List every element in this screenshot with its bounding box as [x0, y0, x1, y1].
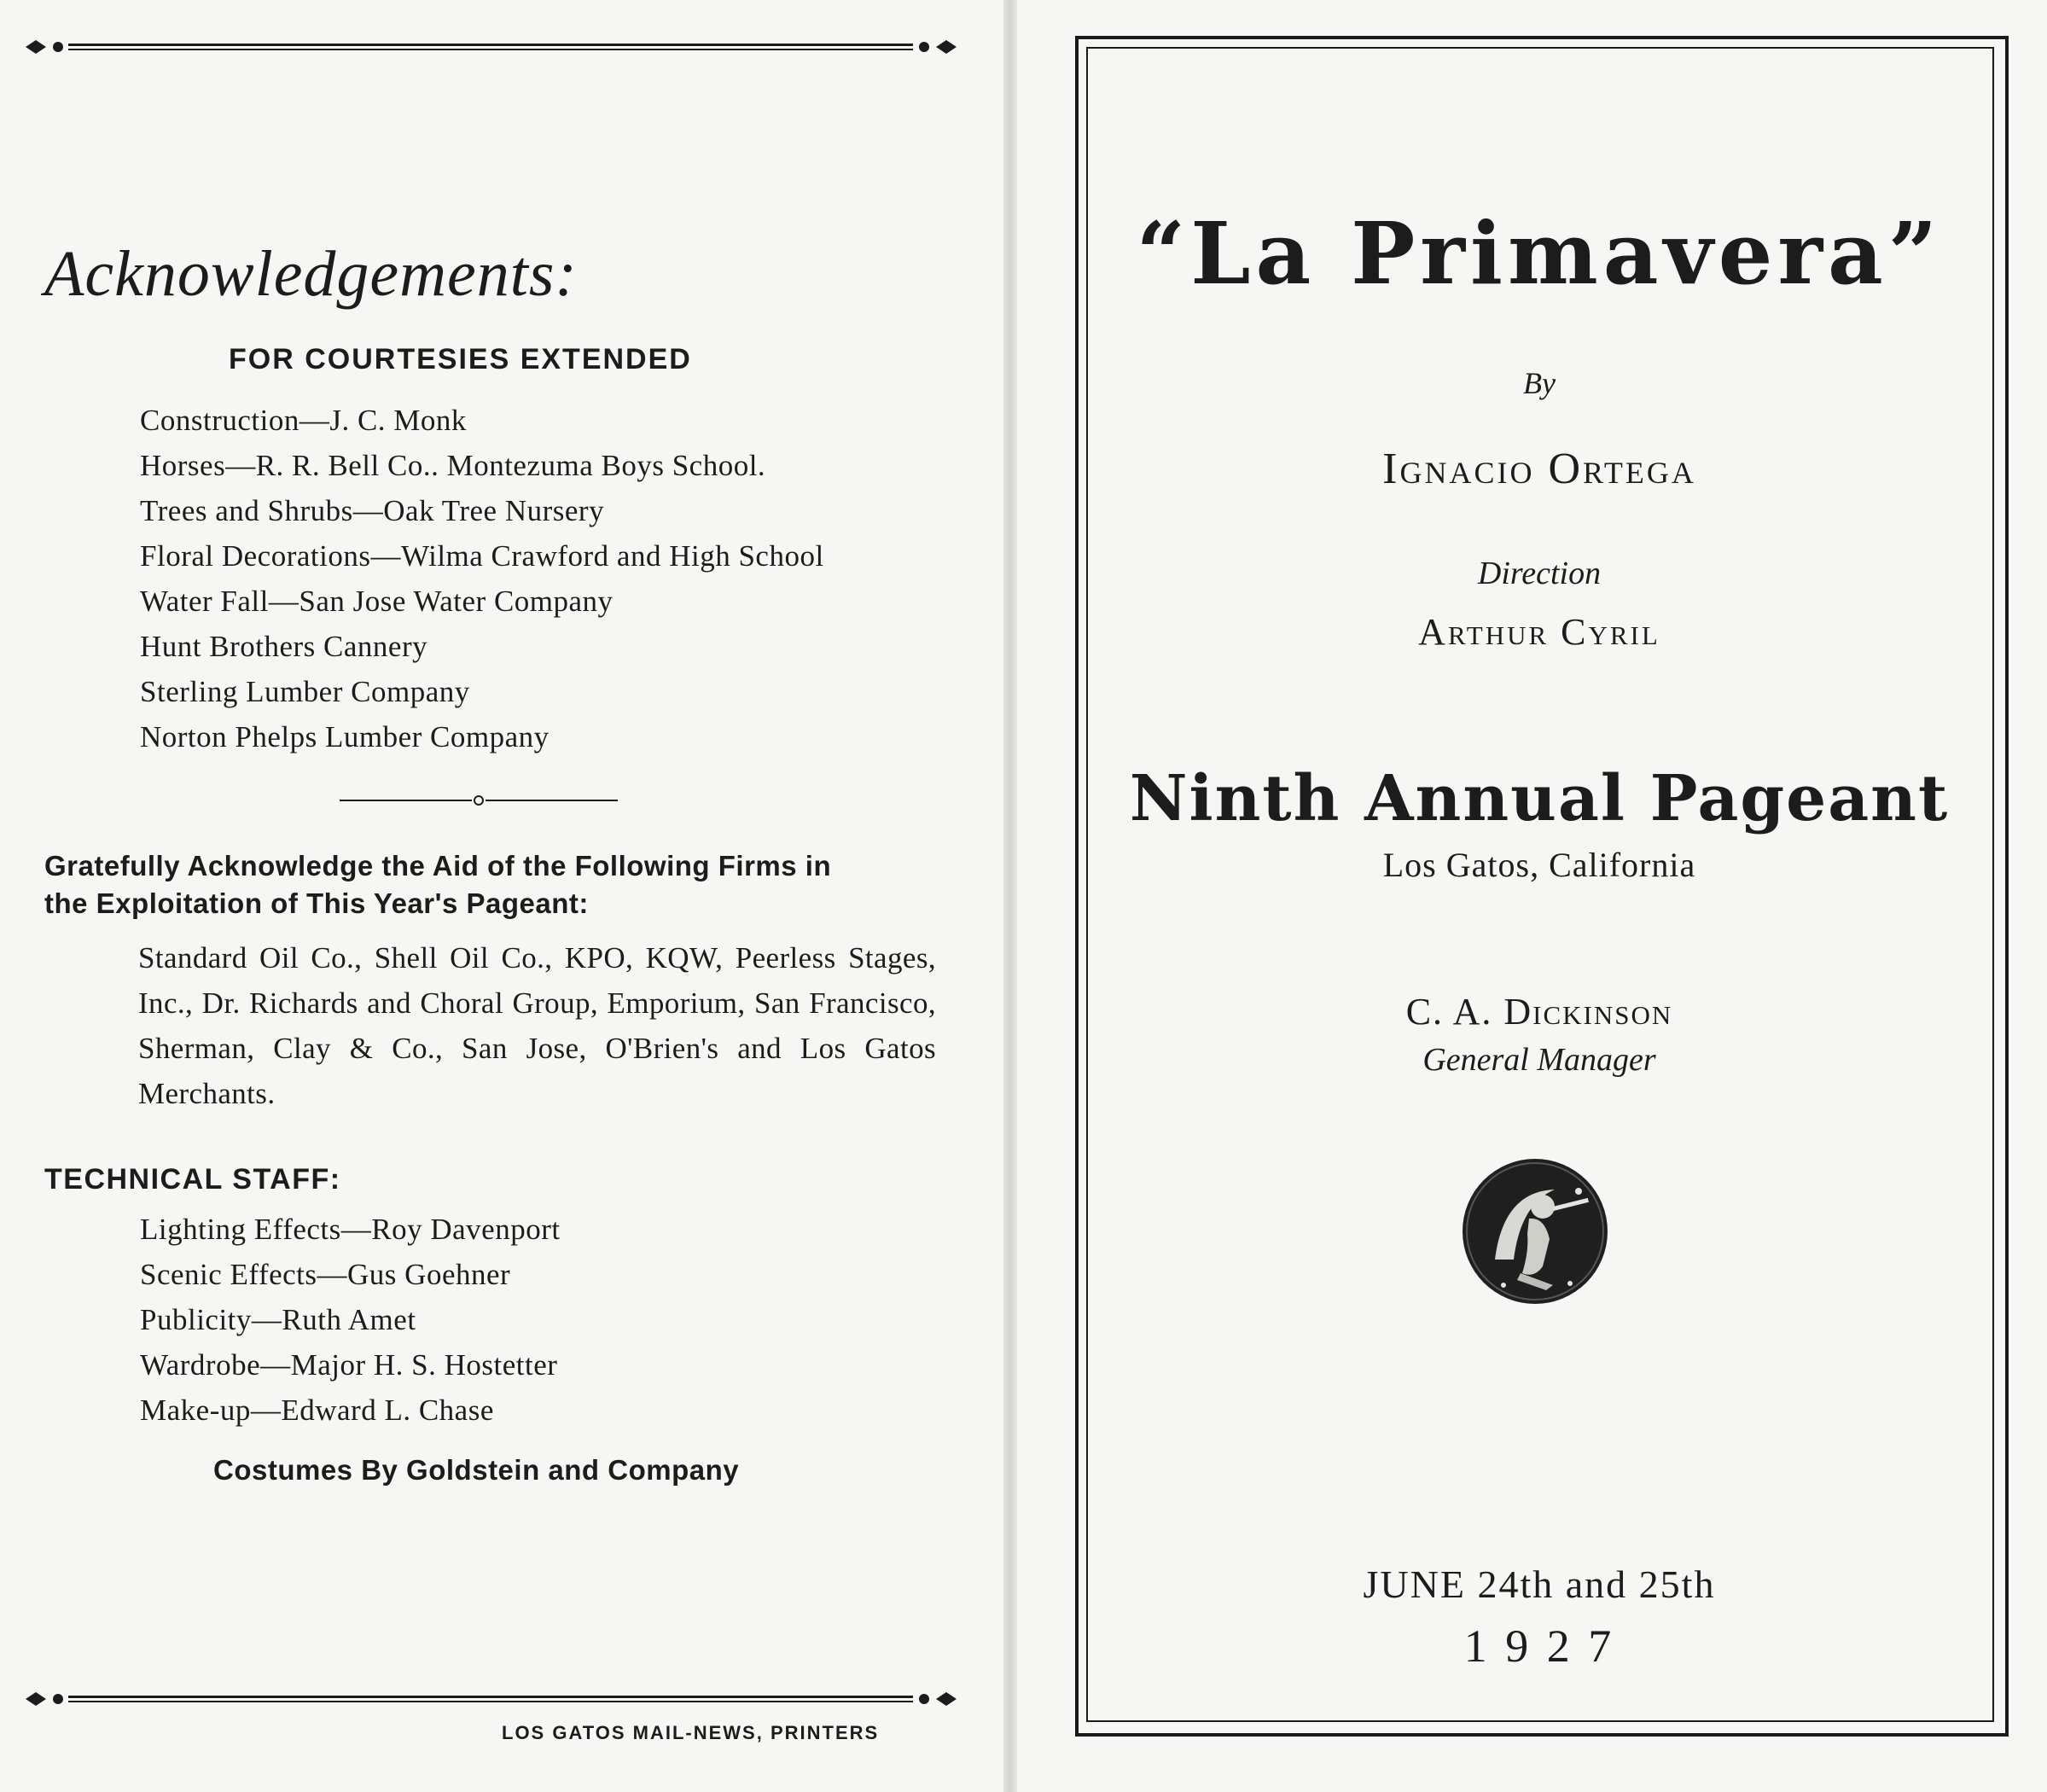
acknowledgements-heading: Acknowledgements: [44, 238, 578, 310]
list-item: Scenic Effects—Gus Goehner [140, 1258, 511, 1291]
courtesies-title: FOR COURTESIES EXTENDED [229, 343, 692, 375]
list-item: Hunt Brothers Cannery [140, 630, 428, 663]
top-ornamental-rule [24, 38, 958, 56]
list-item: Wardrobe—Major H. S. Hostetter [140, 1348, 558, 1382]
list-item: Horses—R. R. Bell Co.. Montezuma Boys School. [140, 449, 766, 482]
piper-emblem-icon [1461, 1157, 1609, 1306]
play-title: “La Primavera” [1136, 203, 1943, 304]
courtesies-list [140, 398, 824, 759]
costumes-credit: Costumes By Goldstein and Company [213, 1454, 740, 1486]
manager-name: C. A. Dickinson [1405, 991, 1673, 1033]
location: Los Gatos, California [1382, 846, 1696, 884]
list-item: Norton Phelps Lumber Company [140, 720, 550, 753]
list-item: Water Fall—San Jose Water Company [140, 585, 614, 618]
list-item: Publicity—Ruth Amet [140, 1303, 416, 1336]
performance-dates: JUNE 24th and 25th [1363, 1562, 1716, 1606]
author-name: Ignacio Ortega [1382, 445, 1696, 493]
section-divider [340, 792, 618, 809]
director-name: Arthur Cyril [1418, 611, 1660, 653]
printer-credit: LOS GATOS MAIL-NEWS, PRINTERS [502, 1722, 880, 1743]
direction-label: Direction [1477, 556, 1602, 591]
firms-paragraph: Standard Oil Co., Shell Oil Co., KPO, KQW, Peerless Stages, Inc., Dr. Richards and Choral Group, Emporium, San Francisco, Sherman, Clay & Co., San Jose, O'Brien's and Los Gatos Merchants. [138, 941, 936, 1110]
performance-year: 1 9 2 7 [1463, 1620, 1615, 1672]
staff-title: TECHNICAL STAFF: [44, 1163, 341, 1196]
manager-title: General Manager [1422, 1042, 1656, 1078]
firms-title-line2: the Exploitation of This Year's Pageant: [44, 887, 589, 919]
firms-title-line1: Gratefully Acknowledge the Aid of the Following Firms in [44, 850, 832, 881]
list-item: Lighting Effects—Roy Davenport [140, 1213, 561, 1246]
list-item: Trees and Shrubs—Oak Tree Nursery [140, 494, 605, 527]
list-item: Floral Decorations—Wilma Crawford and High School [140, 539, 824, 573]
list-item: Construction—J. C. Monk [140, 404, 467, 437]
by-label: By [1523, 366, 1556, 400]
list-item: Sterling Lumber Company [140, 675, 470, 708]
bottom-ornamental-rule [24, 1690, 958, 1708]
page-fold [1003, 0, 1017, 1792]
pageant-title: Ninth Annual Pageant [1129, 762, 1950, 835]
staff-list [140, 1207, 561, 1433]
list-item: Make-up—Edward L. Chase [140, 1393, 494, 1427]
